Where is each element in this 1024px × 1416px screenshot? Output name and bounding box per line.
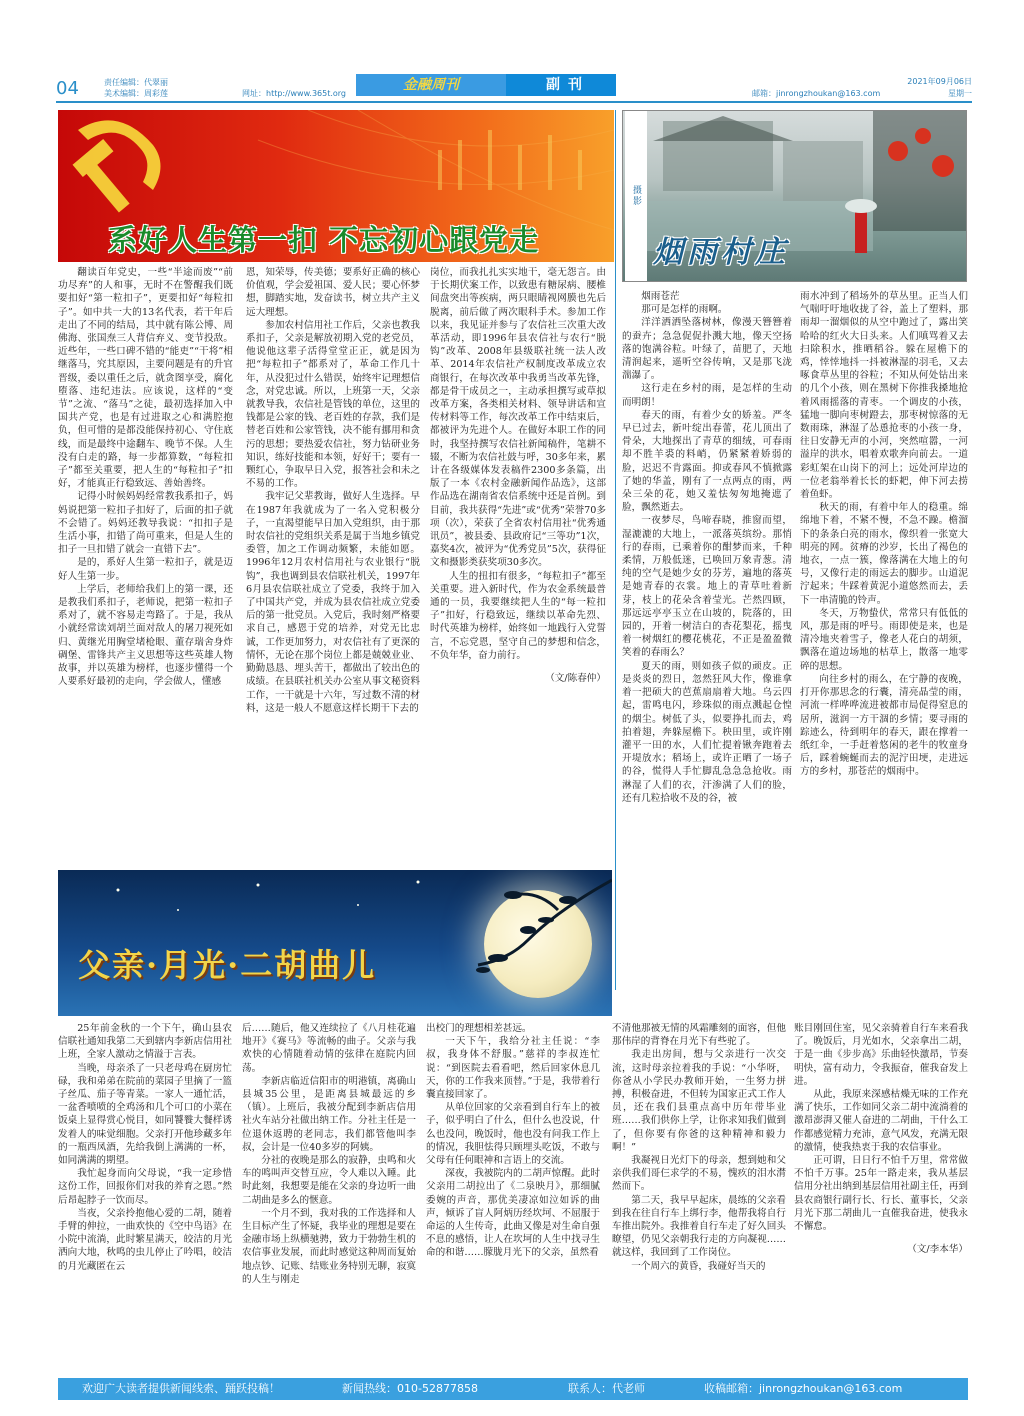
page-number: 04	[56, 78, 79, 99]
paragraph: 一个周六的黄昏，我碰好当天的	[631, 1260, 766, 1272]
paragraph: 后……随后，他又连续拉了《八月桂花遍地开》《赛马》等流畅的曲子。父亲与我欢快的心情随着动情的弦律在庭院内回荡。	[242, 1023, 416, 1074]
weekday: 星期一	[948, 89, 972, 98]
paragraph: 当晚，母亲杀了一只老母鸡在厨房忙碌，我和弟弟在院前的菜园子里摘了一篮子丝瓜、茄子等青菜。一家人一通忙活，一盆香喷喷的全鸡汤和几个可口的小菜在饭桌上显得赏心悦目，如同饕餮大餐样诱发着人的味觉细胞。父亲打开他珍藏多年的一瓶西凤酒，先给我倒上满满的一杯，如同满满的期望。	[58, 1062, 232, 1167]
article1-title: 系好人生第一扣 不忘初心跟党走	[108, 223, 540, 257]
date: 2021年09月06日	[907, 77, 972, 86]
paragraph: 我忙起身而向父母说，“我一定珍惜这份工作，回报你们对我的养育之恩。”然后昂起脖子一饮而尽。	[58, 1168, 232, 1206]
paragraph: 李新店临近信阳市的明港镇，离确山县城35公里，是距离县城最远的乡（镇）。上班后，我被分配到李新店信用社火车站分社做出纳工作。分社主任是一位退休返聘的老同志，我们都管他叫李叔，会计是一位40多岁的阿姨。	[242, 1075, 416, 1153]
column-divider	[615, 110, 616, 990]
paragraph: 正可谓，日日行不怕千万里，常常做不怕千万事。25年一路走来，我从基层信用分社出纳到基层信用社副主任，再到县农商银行副行长、行长、董事长，父亲月光下那二胡曲儿一直催我奋进，使我永不懈怠。	[794, 1155, 968, 1233]
paragraph: 分社的夜晚是那么的寂静，虫鸣和火车的鸣叫声交替互应，令人难以入睡。此时此刻，我想要是能在父亲的身边听一曲二胡曲是多么的惬意。	[242, 1155, 416, 1206]
paragraph: 从单位回家的父亲看到自行车上的被子，似乎明白了什么，但什么也没说，什么也没问，晚饭时，他也没有问我工作上的情况，我胆怯得只顾埋头吃饭，不敢与父母有任何眼神和言语上的交流。	[426, 1102, 600, 1167]
page-header	[56, 74, 972, 102]
footer-hotline: 新闻热线：010-52877858	[342, 1382, 478, 1395]
paragraph: 恩，知荣辱，传美德；要系好正确的核心价值观，学会爱祖国、爱人民；要心怀梦想，脚踏实地，发奋读书，树立共产主义远大理想。	[246, 267, 420, 318]
paragraph: 我牢记父辈教诲，做好人生选择。早在1987年我就成为了一名入党积极分子，一直渴望能早日加入党组织，由于那时农信社的党组织关系是属于当地乡镇党委管，加之工作调动频繁，未能如愿。1996年12月农村信用社与农业银行“脱钩”，我也调到县农信联社机关，1997年6月县农信联社成立了党委，我终于加入了中国共产党，并成为县农信社成立党委后的第一批党员。入党后，我时刻严格要求自己，感恩于党的培养，对党无比忠诚，工作更加努力，对农信社有了更深的情怀，无论在那个岗位上都是兢兢业业、勤勤恳恳、埋头苦干，都做出了较出色的成绩。在县联社机关办公室从事文秘资料工作，一干就是十六年，写过数不清的材料，这是一般人不愿意这样长期干下去的	[246, 491, 420, 714]
paragraph: 一夜梦尽，鸟啼春晓，推窗而望，湿漉漉的大地上，一派落英缤纷。那悄行的春雨，已乘着你的酣梦而来，千种柔情，万般低迷，已唤回万象青葱。清纯的空气是她少女的芬芳，遍地的落英是她青春的衣裳。地上的青草吐着新芽，枝上的花朵含着莹光。芒然四顾，那远远亭亭玉立在山坡的，院落的，田园的，开着一树洁白的杏花梨花，摇曳着一树烟红的樱花桃花，不正是盈盈微笑着的春雨么？	[622, 515, 792, 659]
paragraph: 冬天，万物蛰伏，常常只有低低的风，那是雨的呼号。雨即使是来，也是清冷地夹着雪子，像老人花白的胡须，飘落在道边场地的枯草上，散落一地零碎的思想。	[800, 607, 968, 672]
paragraph: 秋天的雨，有着中年人的稳重。绵绵地下着，不紧不慢，不急不躁。檐溜下的条条白亮的雨水，像织着一张宽大明亮的网。贫瘠的沙岁，长出了褐色的地衣，一点一簇，像落满在大地上的句号，又像行走的雨远去的脚步。山道泥泞起来；牛踩着黄泥小道悠然而去，丢下一串清脆的铃声。	[800, 502, 968, 606]
issue-date	[907, 76, 972, 100]
paragraph: 夏天的雨，则如孩子似的顽皮。正是炎炎的烈日，忽然狂风大作，像谁拿着一把硕大的芭蕉扇扇着大地。乌云四起，雷鸣电闪，珍珠似的雨点溅起仓惶的烟尘。树低了头，似要挣扎而去，鸡拍着翅，奔躲屋檐下。秧田里，或许刚灌平一田的水，人们忙提着锹奔跑着去开堤放水；稻场上，或许正晒了一场子的谷，慌得人手忙脚乱急急急抢收。雨淋湿了人们的衣，汗渗满了人们的脸，还有几粒拾收不及的谷，被	[622, 660, 792, 804]
paragraph: 不清他那被无情的风霜雕刻的面容，但他那伟岸的背脊在月光下有些驼了。	[612, 1023, 786, 1048]
article3-title: 父亲·月光·二胡曲儿	[78, 946, 377, 984]
article2-col1	[622, 290, 792, 980]
article1-byline: （文/陈春仲）	[545, 673, 606, 685]
paragraph: 洋洋洒洒坠落树林，像漫天簪簪着的蚕卉；急急促促扑溅大地，像天空扬落的饱满谷粒。叶绿了，苗肥了，天地清润起来，遥听空谷传响，又是那飞泷湍瀑了。	[622, 317, 792, 382]
paragraph: 烟雨苍茫	[641, 291, 680, 302]
photo-caption: 烟雨村庄	[653, 235, 789, 270]
paragraph: 一天下午，我给分社主任说：“李叔，我身体不舒服。”慈祥的李叔连忙说：“到医院去看看吧，然后回家休息几天，你的工作我来顶替。”于是，我带着行囊直接回家了。	[426, 1036, 600, 1101]
paragraph: 一个月不到，我对我的工作选择和人生目标产生了怀疑，我毕业的理想是要在金融市场上纵横驰骋，致力于勃勃生机的农信事业发展，而此时感觉这种周而复始地点钞、记账、结账业务特别无聊，寂寞的人生与刚走	[242, 1207, 416, 1285]
paragraph: 向往乡村的雨么，在宁静的夜晚，打开你那思念的行囊，清亮晶莹的雨，河流一样哗哗流进被都市局促得窒息的居所，滋润一方干涸的乡情；要寻雨的踪迹么，待到明年的春天，跟在撑着一纸红伞，一手赶着悠闲的老牛的牧童身后，踩着蜿蜒而去的泥泞田埂，走进远方的乡村，那苍茫的烟雨中。	[800, 673, 968, 778]
paragraph: 我走出房间，想与父亲进行一次交流，这时母亲拉着我的手说：“小华呀，你爸从小学民办教师开始，一生努力拼搏，积极奋进，不但转为国家正式工作人员，还在我们县重点高中历年带毕业班……我们供你上学，让你求知我们做到了，但你要有你爸的这种精神和毅力啊！”	[612, 1049, 786, 1153]
paragraph: 上学后，老师给我们上的第一课，还是教我们系扣子，老师说，把第一粒扣子系对了，就不容易走弯路了。于是，我从小就经常读刘胡兰面对敌人的屠刀视死如归、黄继光用胸堂堵枪眼、董存瑞舍身炸碉堡、雷锋共产主义思想等这些英雄人物故事，并以英雄为榜样，也逐步懂得一个人要系好最初的走向，学会做人，懂感	[58, 583, 233, 688]
paragraph: 从此，我原来深感枯燥无味的工作充满了快乐，工作如同父亲二胡中流淌着的激昂澎湃又催人奋进的二胡曲，干什么工作都感觉精力充沛，意气风发，充满无限的激情，使我热衷于我的农信事业。	[794, 1089, 968, 1153]
editor-credits	[104, 77, 168, 99]
masthead-bar	[356, 74, 616, 96]
paragraph: 人生的扭扣有很多，“每粒扣子”都至关重要。进入新时代，作为农金系统最普通的一员，我要继续把人生的“每一粒扣子”扣好，行稳致远，继续以革命先烈、时代英雄为榜样，始终如一地践行入党誓言，不忘党恩，坚守自己的梦想和信念，不负年华，奋力前行。	[430, 570, 606, 661]
paragraph: 参加农村信用社工作后，父亲也教我系扣子，父亲是解放初期入党的老党员，他说他这辈子活得堂堂正正，就是因为把“每粒扣子”都系对了，革命工作几十年，从没犯过什么错误，始终牢记理想信念，对党忠诚。所以，上班第一天，父亲就教导我，农信社是管钱的单位，这里的钱都是公家的钱、老百姓的存款，我们是替老百姓和公家管钱，决不能有挪用和贪污的思想；要热爱农信社，努力钻研业务知识，练好技能和本领，好好干；要有一颗红心，争取早日入党，报答社会和未之不易的工作。	[246, 319, 420, 490]
article3-banner	[58, 870, 612, 1016]
paragraph: 岗位，而我扎扎实实地干，毫无怨言。由于长期伏案工作，以致患有糖尿病、腰椎间盘突出等疾病，两只眼睛视网膜也先后脱离，前后做了两次眼科手术。参加工作以来，我见证并参与了农信社三次重大改革活动，即1996年县农信社与农行“脱钩”改革、2008年县级联社统一法人改革、2014年农信社产权制度改革成立农商银行，在每次改革中我勇当改革先锋，都是骨干成员之一，主动承担撰写或草拟改革方案，各类相关材料、领导讲话和宣传材料等工作，每次改革工作中结束后，都被评为先进个人。在做好本职工作的同时，我坚持撰写农信社新闻稿件，笔耕不辍，不断为农信社鼓与呼，30多年来，累计在各级媒体发表稿件2300多条篇，出版了一本《农村金融新闻作品选》，这部作品选在湖南省农信系统中还是首例。到目前，我共获得“先进”或“优秀”荣誉70多项（次），荣获了全省农村信用社“优秀通讯员”，被县委、县政府记“三等功”1次，嘉奖4次，被评为“优秀党员”5次，获得征文和摄影类获奖项30多次。	[430, 267, 606, 569]
art-editor: 美术编辑：周彩莲	[104, 89, 168, 98]
editor: 责任编辑：代翠丽	[104, 78, 168, 87]
article3-col2	[242, 1022, 416, 1372]
article3-byline: （文/李本华）	[907, 1244, 968, 1256]
footer-contact: 联系人：代老师	[568, 1382, 645, 1395]
paragraph: 那可是怎样的雨啊。	[641, 304, 728, 316]
article1-col1	[58, 266, 233, 866]
article3-col3	[426, 1022, 600, 1372]
article1-banner	[58, 110, 614, 262]
article3-col1	[58, 1022, 232, 1372]
masthead-title: 金融周刊	[356, 74, 506, 96]
paragraph: 雨水冲到了稻场外的草丛里。正当人们气喘吁吁地收拢了谷，盖上了塑料，那雨却一溜烟似的从空中跑过了，露出笑哈哈的红火大日头来。人们嗔骂着又去扫除积水，推晒稻谷。躲在屋檐下的鸡，悻悻地抖一抖被淋湿的羽毛，又去啄食草丛里的谷粒；不知从何处钻出来的几个小孩，则在黑树下你推我搡地抢着风雨摇落的青枣。一个调皮的小孩，猛地一脚向枣树蹬去，那枣树惊落的无数雨珠，淋湿了怂恿抢枣的小孩一身，往日安静无声的小河，突然喧嚣，一河溢岸的洪水，唱着欢歌奔向前去。一道彩虹架在山岗下的河上；远处河岸边的一位老翁举着长长的虾耙，伸下河去捞着鱼虾。	[800, 291, 968, 501]
article1-col3	[430, 266, 606, 866]
paragraph: 当夜，父亲拎抱他心爱的二胡，随着手臂的伸拉，一曲欢快的《空中鸟语》在小院中流淌，此时繁星满天，皎洁的月光洒向大地，秋鸣的虫儿停止了吟唱，皎洁的月光藏匿在云	[58, 1207, 232, 1272]
paragraph: 这行走在乡村的雨，是怎样的生动而明朗！	[622, 383, 792, 408]
header-rule	[56, 101, 972, 103]
footer-email: 收稿邮箱：jinrongzhoukan@163.com	[704, 1382, 903, 1395]
header-email: 邮箱：jinrongzhoukan@163.com	[752, 89, 881, 98]
article3-col4	[612, 1022, 786, 1372]
paragraph: 账目刚回住室，见父亲骑着自行车来看我了。晚饭后，月光如水，父亲拿出二胡，于是一曲《步步高》乐曲轻快激昂，节奏明快，富有动力，令我振奋，催我奋发上进。	[794, 1023, 968, 1087]
article2-col2	[800, 290, 968, 980]
article3-col5	[794, 1022, 968, 1372]
website: 网址：http://www.365t.org	[242, 89, 347, 98]
footer-slogan: 欢迎广大读者提供新闻线索、踊跃投稿！	[82, 1382, 280, 1395]
article1-col2	[246, 266, 420, 866]
paragraph: 25年前金秋的一个下午，确山县农信联社通知我第二天到辖内李新店信用社上班，全家人激动之情溢于言表。	[58, 1023, 232, 1061]
paragraph: 翻读百年党史，一些“半途而废”“前功尽弃”的人和事，无时不在警醒我们既要扣好“第一粒扣子”，更要扣好“每粒扣子”。如中共一大的13名代表，若干年后走出了不同的结局，其中就有陈公博、周佛海、张国焘三人背信弃义、变节投敌。近些年，一些口碑不错的“能吏”“干将”相继落马，究其原因，主要问题是有的升官晋级，委以重任之后，就贪图享受，腐化堕落、违纪违法。应该说，这样的“变节”之流、“落马”之徒，最初选择加入中国共产党，也是有过进取之心和满腔抱负，但可惜的是都没能保持初心、守住底线，而是最终中途翻车、晚节不保。人生没有白走的路，每一步都算数，“每粒扣子”都至关重要，把人生的“每粒扣子”扣好，才能真正行稳致远、善始善终。	[58, 267, 233, 490]
paragraph: 是的，系好人生第一粒扣子，就是迈好人生第一步。	[58, 557, 233, 582]
article2-photo	[622, 110, 967, 282]
paragraph: 春天的雨，有着少女的娇羞。严冬早已过去，新叶绽出春蕾，花儿顶出了骨朵，大地探出了青草的细绒，可春雨却不胜羊裘的料峭，仍紧紧着娇弱的脸，迟迟不肯露面。抑或春风不慎掀露了她的华盖，刚有了一点两点的雨，两朵三朵的花，她又羞怯匆匆地掩遮了脸，飘然逝去。	[622, 409, 792, 514]
paragraph: 记得小时候妈妈经常教我系扣子，妈妈说把第一粒扣子扣好了，后面的扣子就不会错了。妈妈还教导我说：“扣扣子是生活小事，扣错了尚可重来，但是人生的扣子一旦扣错了就会一直错下去”。	[58, 491, 233, 556]
paragraph: 第二天，我早早起床，晨练的父亲看到我在往自行车上绑行李，他帮我将自行车推出院外。我推着自行车走了好久回头瞭望，仍见父亲朝我行走的方向凝视……就这样，我回到了工作岗位。	[612, 1194, 786, 1259]
paragraph: 深夜，我被院内的二胡声惊醒。此时父亲用二胡拉出了《二泉映月》，那细腻委婉的声音，那优美凄凉如泣如诉的曲声，倾诉了盲人阿炳历经坎坷、不屈服于命运的人生传奇，此曲又像是对生命自强不息的感悟，让人在坎坷的人生中找寻生命的和谐……朦胧月光下的父亲，虽然看	[426, 1168, 600, 1259]
footer-bar	[58, 1378, 968, 1400]
section-title: 副刊	[546, 77, 590, 93]
paragraph: 我凝视日光灯下的母亲，想到她和父亲供我们哥仨求学的不易，愧疚的泪水潸然而下。	[612, 1155, 786, 1193]
paragraph: 出校门的理想相差甚远。	[426, 1023, 532, 1034]
photo-side-label: 摄影	[625, 111, 647, 281]
